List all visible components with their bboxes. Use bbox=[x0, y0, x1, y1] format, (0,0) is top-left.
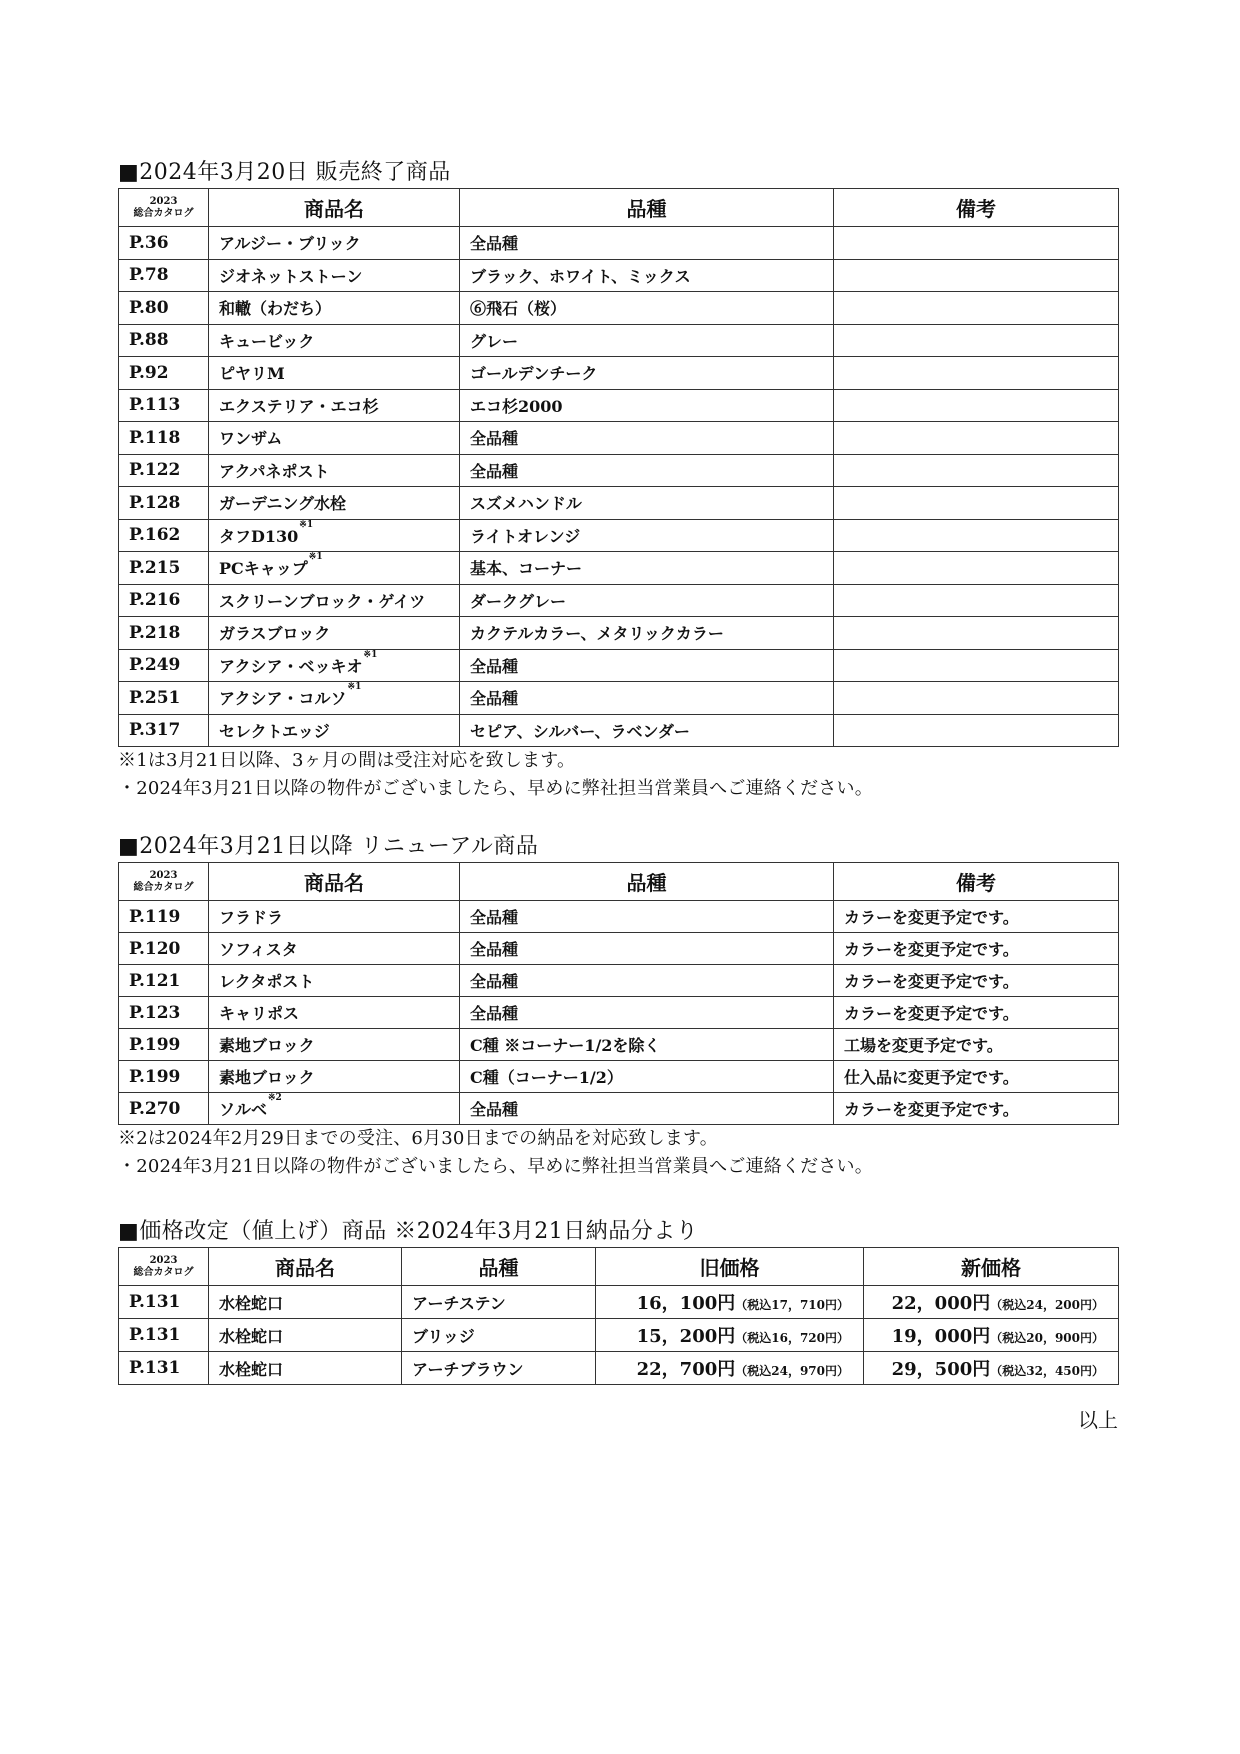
cell-name: ソルベ$^{※2}$ bbox=[209, 1093, 460, 1125]
cell-variety: カクテルカラー、メタリックカラー bbox=[460, 617, 834, 650]
table-header-row bbox=[119, 863, 1119, 901]
section-title: ■2024年3月21日以降 リニューアル商品 bbox=[118, 834, 539, 859]
cell-variety: 全品種 bbox=[460, 454, 834, 487]
cell-old-price: 16，100円（税込17，710円） bbox=[596, 1286, 864, 1319]
table-row bbox=[119, 1319, 1119, 1352]
table-row bbox=[119, 292, 1119, 325]
cell-name: ソフィスタ bbox=[209, 933, 460, 965]
cell-variety: ライトオレンジ bbox=[460, 519, 834, 552]
cell-variety: ダークグレー bbox=[460, 584, 834, 617]
cell-variety: アーチステン bbox=[402, 1286, 596, 1319]
tax-included-price: （税込24，970円） bbox=[735, 1364, 849, 1378]
cell-new-price: 19，000円（税込20，900円） bbox=[864, 1319, 1119, 1352]
cell-page: P.131 bbox=[119, 1352, 209, 1385]
catalog-header: 2023 総合カタログ bbox=[119, 1248, 209, 1286]
tax-included-price: （税込16，720円） bbox=[735, 1331, 849, 1345]
cell-variety: ブラック、ホワイト、ミックス bbox=[460, 259, 834, 292]
note-1: ※1は3月21日以降、3ヶ月の間は受注対応を致します。 bbox=[118, 750, 576, 771]
cell-page: P.80 bbox=[119, 292, 209, 325]
cell-name: ワンザム bbox=[209, 422, 460, 455]
table-row bbox=[119, 259, 1119, 292]
cell-variety: 全品種 bbox=[460, 965, 834, 997]
cell-page: P.128 bbox=[119, 487, 209, 520]
cell-remarks bbox=[834, 617, 1119, 650]
cell-new-price: 29，500円（税込32，450円） bbox=[864, 1352, 1119, 1385]
cell-variety: 全品種 bbox=[460, 901, 834, 933]
variety-header: 品種 bbox=[460, 189, 834, 227]
cell-page: P.120 bbox=[119, 933, 209, 965]
tax-included-price: （税込32，450円） bbox=[990, 1364, 1104, 1378]
table-row bbox=[119, 965, 1119, 997]
price-table bbox=[118, 1247, 1119, 1385]
cell-remarks: 工場を変更予定です。 bbox=[834, 1029, 1119, 1061]
table-row bbox=[119, 617, 1119, 650]
cell-page: P.317 bbox=[119, 714, 209, 747]
variety-header: 品種 bbox=[460, 863, 834, 901]
table-row bbox=[119, 1061, 1119, 1093]
cell-remarks bbox=[834, 519, 1119, 552]
table-row bbox=[119, 649, 1119, 682]
cell-name: 水栓蛇口 bbox=[209, 1352, 402, 1385]
cell-name: 和轍（わだち） bbox=[209, 292, 460, 325]
name-header: 商品名 bbox=[209, 189, 460, 227]
table-row bbox=[119, 1093, 1119, 1125]
cell-page: P.113 bbox=[119, 389, 209, 422]
cell-remarks: カラーを変更予定です。 bbox=[834, 965, 1119, 997]
cell-remarks bbox=[834, 389, 1119, 422]
cell-remarks bbox=[834, 649, 1119, 682]
cell-remarks bbox=[834, 422, 1119, 455]
table-row bbox=[119, 997, 1119, 1029]
footnote-mark: ※1 bbox=[308, 552, 323, 563]
cell-name: ガーデニング水栓 bbox=[209, 487, 460, 520]
cell-variety: ブリッジ bbox=[402, 1319, 596, 1352]
cell-name: ガラスブロック bbox=[209, 617, 460, 650]
note-1: ※2は2024年2月29日までの受注、6月30日までの納品を対応致します。 bbox=[118, 1128, 718, 1149]
cell-remarks: カラーを変更予定です。 bbox=[834, 997, 1119, 1029]
cell-name: アクパネポスト bbox=[209, 454, 460, 487]
cell-page: P.122 bbox=[119, 454, 209, 487]
cell-page: P.92 bbox=[119, 357, 209, 390]
cell-variety: C種（コーナー1/2） bbox=[460, 1061, 834, 1093]
table-row bbox=[119, 584, 1119, 617]
cell-page: P.131 bbox=[119, 1319, 209, 1352]
footnote-mark: ※2 bbox=[268, 1093, 282, 1103]
cell-variety: 全品種 bbox=[460, 227, 834, 260]
cell-variety: 全品種 bbox=[460, 682, 834, 715]
cell-name: スクリーンブロック・ゲイツ bbox=[209, 584, 460, 617]
table-row bbox=[119, 487, 1119, 520]
table-header-row bbox=[119, 1248, 1119, 1286]
table-row bbox=[119, 1286, 1119, 1319]
table-row bbox=[119, 227, 1119, 260]
cell-name: フラドラ bbox=[209, 901, 460, 933]
cell-page: P.121 bbox=[119, 965, 209, 997]
section-title: ■価格改定（値上げ）商品 ※2024年3月21日納品分より bbox=[118, 1219, 699, 1244]
tax-included-price: （税込20，900円） bbox=[990, 1331, 1104, 1345]
table-row bbox=[119, 422, 1119, 455]
cell-variety: ゴールデンチーク bbox=[460, 357, 834, 390]
cell-old-price: 22，700円（税込24，970円） bbox=[596, 1352, 864, 1385]
cell-remarks: カラーを変更予定です。 bbox=[834, 933, 1119, 965]
cell-variety: スズメハンドル bbox=[460, 487, 834, 520]
cell-name: アルジー・ブリック bbox=[209, 227, 460, 260]
cell-remarks bbox=[834, 292, 1119, 325]
table-row bbox=[119, 552, 1119, 585]
section-renewal bbox=[118, 832, 1118, 1181]
cell-remarks bbox=[834, 227, 1119, 260]
table-header-row bbox=[119, 189, 1119, 227]
cell-name: セレクトエッジ bbox=[209, 714, 460, 747]
name-header: 商品名 bbox=[209, 1248, 402, 1286]
name-header: 商品名 bbox=[209, 863, 460, 901]
renewal-table bbox=[118, 862, 1119, 1125]
variety-header: 品種 bbox=[402, 1248, 596, 1286]
section-price-revision bbox=[118, 1217, 1118, 1385]
cell-page: P.216 bbox=[119, 584, 209, 617]
cell-name: PCキャップ$^{※1}$ bbox=[209, 552, 460, 585]
footnote-mark: ※1 bbox=[347, 682, 362, 693]
remarks-header: 備考 bbox=[834, 863, 1119, 901]
discontinued-table bbox=[118, 188, 1119, 747]
remarks-header: 備考 bbox=[834, 189, 1119, 227]
cell-page: P.131 bbox=[119, 1286, 209, 1319]
cell-variety: 全品種 bbox=[460, 1093, 834, 1125]
cell-page: P.123 bbox=[119, 997, 209, 1029]
cell-page: P.199 bbox=[119, 1061, 209, 1093]
cell-page: P.218 bbox=[119, 617, 209, 650]
cell-page: P.249 bbox=[119, 649, 209, 682]
catalog-header: 2023 総合カタログ bbox=[119, 863, 209, 901]
note-2: ・2024年3月21日以降の物件がございましたら、早めに弊社担当営業員へご連絡ください。 bbox=[118, 778, 873, 799]
cell-name: キュービック bbox=[209, 324, 460, 357]
table-row bbox=[119, 357, 1119, 390]
old-price-header: 旧価格 bbox=[596, 1248, 864, 1286]
cell-page: P.162 bbox=[119, 519, 209, 552]
cell-remarks: 仕入品に変更予定です。 bbox=[834, 1061, 1119, 1093]
cell-variety: 全品種 bbox=[460, 422, 834, 455]
cell-page: P.118 bbox=[119, 422, 209, 455]
cell-name: レクタポスト bbox=[209, 965, 460, 997]
cell-remarks bbox=[834, 357, 1119, 390]
cell-name: アクシア・ベッキオ$^{※1}$ bbox=[209, 649, 460, 682]
cell-variety: 基本、コーナー bbox=[460, 552, 834, 585]
tax-included-price: （税込24，200円） bbox=[990, 1298, 1104, 1312]
catalog-header: 2023 総合カタログ bbox=[119, 189, 209, 227]
table-row bbox=[119, 324, 1119, 357]
cell-page: P.36 bbox=[119, 227, 209, 260]
table-row bbox=[119, 933, 1119, 965]
cell-remarks bbox=[834, 682, 1119, 715]
cell-variety: グレー bbox=[460, 324, 834, 357]
cell-name: アクシア・コルソ$^{※1}$ bbox=[209, 682, 460, 715]
table-row bbox=[119, 1352, 1119, 1385]
cell-name: 水栓蛇口 bbox=[209, 1319, 402, 1352]
footnote-mark: ※1 bbox=[363, 649, 378, 660]
cell-variety: ⑥飛石（桜） bbox=[460, 292, 834, 325]
cell-old-price: 15，200円（税込16，720円） bbox=[596, 1319, 864, 1352]
table-row bbox=[119, 454, 1119, 487]
cell-page: P.88 bbox=[119, 324, 209, 357]
cell-name: タフD130$^{※1}$ bbox=[209, 519, 460, 552]
cell-page: P.270 bbox=[119, 1093, 209, 1125]
cell-variety: アーチブラウン bbox=[402, 1352, 596, 1385]
cell-page: P.199 bbox=[119, 1029, 209, 1061]
cell-name: ジオネットストーン bbox=[209, 259, 460, 292]
cell-page: P.119 bbox=[119, 901, 209, 933]
cell-page: P.215 bbox=[119, 552, 209, 585]
note-2: ・2024年3月21日以降の物件がございましたら、早めに弊社担当営業員へご連絡ください。 bbox=[118, 1156, 873, 1177]
tax-included-price: （税込17，710円） bbox=[735, 1298, 849, 1312]
section-discontinued bbox=[118, 158, 1118, 803]
table-row bbox=[119, 901, 1119, 933]
cell-variety: 全品種 bbox=[460, 933, 834, 965]
cell-name: ピヤリM bbox=[209, 357, 460, 390]
cell-name: 水栓蛇口 bbox=[209, 1286, 402, 1319]
cell-name: エクステリア・エコ杉 bbox=[209, 389, 460, 422]
cell-name: 素地ブロック bbox=[209, 1029, 460, 1061]
cell-page: P.251 bbox=[119, 682, 209, 715]
cell-remarks bbox=[834, 552, 1119, 585]
table-row bbox=[119, 519, 1119, 552]
cell-remarks: カラーを変更予定です。 bbox=[834, 901, 1119, 933]
table-row bbox=[119, 714, 1119, 747]
cell-variety: エコ杉2000 bbox=[460, 389, 834, 422]
table-row bbox=[119, 389, 1119, 422]
table-row bbox=[119, 1029, 1119, 1061]
cell-variety: 全品種 bbox=[460, 997, 834, 1029]
footnote-mark: ※1 bbox=[299, 519, 314, 530]
section-title: ■2024年3月20日 販売終了商品 bbox=[118, 160, 451, 185]
new-price-header: 新価格 bbox=[864, 1248, 1119, 1286]
cell-remarks: カラーを変更予定です。 bbox=[834, 1093, 1119, 1125]
cell-remarks bbox=[834, 454, 1119, 487]
cell-variety: C種 ※コーナー1/2を除く bbox=[460, 1029, 834, 1061]
table-row bbox=[119, 682, 1119, 715]
cell-variety: セピア、シルバー、ラベンダー bbox=[460, 714, 834, 747]
cell-page: P.78 bbox=[119, 259, 209, 292]
cell-name: キャリポス bbox=[209, 997, 460, 1029]
cell-new-price: 22，000円（税込24，200円） bbox=[864, 1286, 1119, 1319]
closing-text: 以上 bbox=[1078, 1408, 1118, 1432]
cell-remarks bbox=[834, 259, 1119, 292]
cell-remarks bbox=[834, 324, 1119, 357]
cell-remarks bbox=[834, 487, 1119, 520]
cell-name: 素地ブロック bbox=[209, 1061, 460, 1093]
cell-remarks bbox=[834, 584, 1119, 617]
cell-remarks bbox=[834, 714, 1119, 747]
cell-variety: 全品種 bbox=[460, 649, 834, 682]
